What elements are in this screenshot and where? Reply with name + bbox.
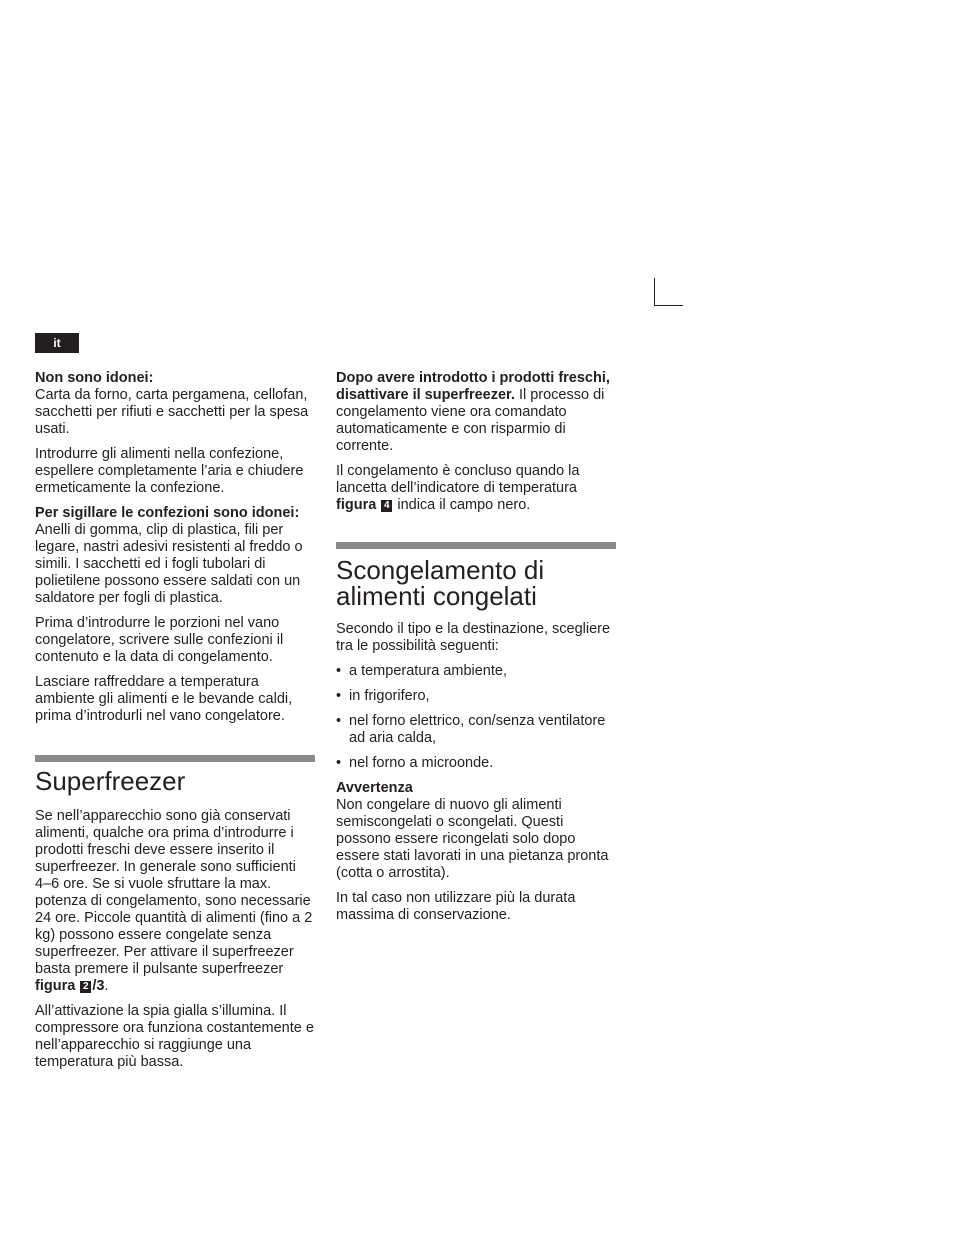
crop-mark-horizontal [654,305,683,306]
figure-reference: figura 2 /3 [35,978,105,994]
crop-mark-vertical [654,278,655,306]
list-item: • a temperatura ambiente, [336,663,507,679]
superfreezer-title: Superfreezer [35,766,186,796]
warning-text: Non congelare di nuovo gli alimenti semiscongelati o scongelati. Questi possono essere ricongelati solo dopo essere stati lavorati in una pietanza pronta (cotta o arrostita). [336,797,609,881]
section-rule-thawing [336,542,616,549]
language-tab: it [35,333,79,353]
figure-number-badge: 2 [80,981,91,993]
cooling-text: Lasciare raffreddare a temperatura ambiente gli alimenti e le bevande caldi, prima d’introdurli nel vano congelatore. [35,674,293,724]
thawing-intro: Secondo il tipo e la destinazione, scegliere tra le possibilità seguenti: [336,621,611,654]
sealing-heading: Per sigillare le confezioni sono idonei: [35,505,300,521]
right-column [336,370,616,932]
bullet: • [336,755,342,771]
list-item: • nel forno elettrico, con/senza ventilatore ad aria calda, [336,713,606,746]
left-column [35,370,315,1079]
figure-number-badge: 4 [381,500,392,512]
labeling-text: Prima d’introdurre le porzioni nel vano congelatore, scrivere sulle confezioni il contenuto e la data di congelamento. [35,615,284,665]
sealing-text: Anelli di gomma, clip di plastica, fili per legare, nastri adesivi resistenti al freddo o simili. I sacchetti ed i fogli tubolari di polietilene possono essere saldati con un saldatore per fogli di plastica. [35,522,303,606]
storage-duration-text: In tal caso non utilizzare più la durata massima di conservazione. [336,890,576,923]
unsuitable-text: Carta da forno, carta pergamena, cellofan, sacchetti per rifiuti e sacchetti per la spesa usati. [35,387,309,437]
freezing-complete-text: Il congelamento è concluso quando la lancetta dell’indicatore di temperatura figura 4 indica il campo nero. [336,463,580,513]
warning-heading: Avvertenza [336,780,413,796]
list-item: • in frigorifero, [336,688,430,704]
deactivate-text: Dopo avere introdotto i prodotti freschi, disattivare il superfreezer. Il processo di congelamento viene ora comandato automaticamente e con risparmio di corrente. [336,370,610,454]
activation-text: All’attivazione la spia gialla s’illumina. Il compressore ora funziona costantemente e nell’apparecchio si raggiunge una temperatura più bassa. [35,1003,314,1070]
packaging-text: Introdurre gli alimenti nella confezione, espellere completamente l’aria e chiudere ermeticamente la confezione. [35,446,304,496]
thawing-options-list [336,663,616,772]
list-item: • nel forno a microonde. [336,755,494,771]
superfreezer-text: Se nell’apparecchio sono già conservati alimenti, qualche ora prima d’introdurre i prodotti freschi deve essere inserito il superfreezer. In generale sono sufficienti 4–6 ore. Se si vuole sfruttare la max. potenza di congelamento, sono necessarie 24 ore. Piccole quantità di alimenti (fino a 2 kg) possono essere congelate senza superfreezer. Per attivare il superfreezer basta premere il pulsante superfreezer figura 2 /3. [35,808,313,994]
bullet: • [336,663,342,679]
figure-reference: figura 4 [336,497,393,513]
bullet: • [336,688,342,704]
bullet: • [336,713,342,729]
thawing-title: Scongelamento di alimenti congelati [336,555,545,611]
section-rule-superfreezer [35,755,315,762]
unsuitable-heading: Non sono idonei: [35,370,154,386]
